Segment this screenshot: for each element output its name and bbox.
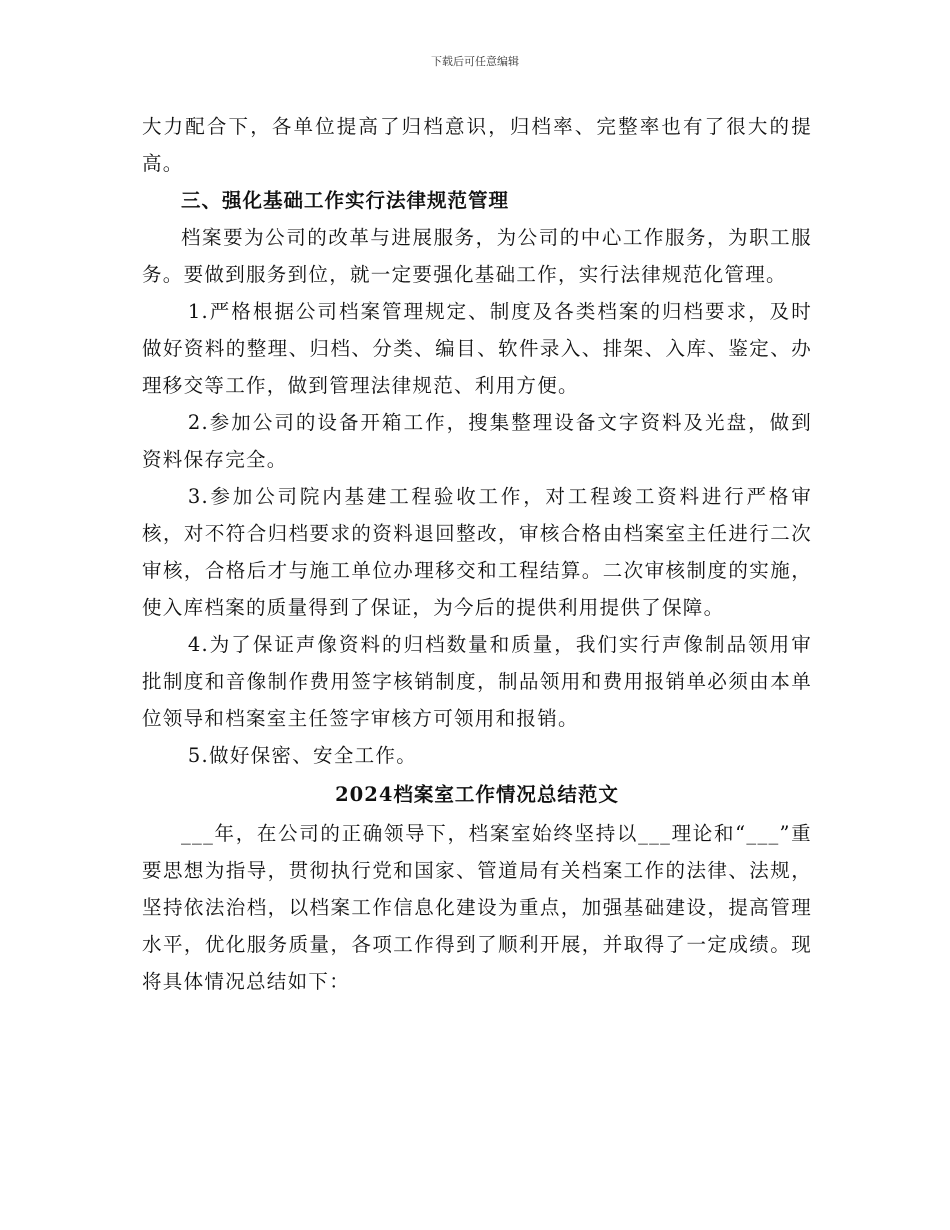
list-item-1: 1.严格根据公司档案管理规定、制度及各类档案的归档要求，及时做好资料的整理、归档、分类、编目、软件录入、排架、入库、鉴定、办理移交等工作，做到管理法律规范、利用方便。	[142, 300, 812, 397]
section-heading: 三、强化基础工作实行法律规范管理	[181, 189, 510, 212]
section-intro-paragraph: 档案要为公司的改革与进展服务，为公司的中心工作服务，为职工服务。要做到服务到位，就一定要强化基础工作，实行法律规范化管理。	[142, 226, 812, 286]
document-title: 2024档案室工作情况总结范文	[335, 783, 619, 806]
document-body	[142, 108, 812, 1000]
list-item-3: 3.参加公司院内基建工程验收工作，对工程竣工资料进行严格审核，对不符合归档要求的资料退回整改，审核合格由档案室主任进行二次审核，合格后才与施工单位办理移交和工程结算。二次审核制度的实施，使入库档案的质量得到了保证，为今后的提供利用提供了保障。	[142, 485, 812, 619]
list-item-4: 4.为了保证声像资料的归档数量和质量，我们实行声像制品领用审批制度和音像制作费用签字核销制度，制品领用和费用报销单必须由本单位领导和档案室主任签字审核方可领用和报销。	[142, 633, 812, 730]
intro-paragraph: ___年，在公司的正确领导下，档案室始终坚持以___理论和“___”重要思想为指导，贯彻执行党和国家、管道局有关档案工作的法律、法规，坚持依法治档，以档案工作信息化建设为重点，加强基础建设，提高管理水平，优化服务质量，各项工作得到了顺利开展，并取得了一定成绩。现将具体情况总结如下：	[142, 822, 812, 993]
paragraph-continuation: 大力配合下，各单位提高了归档意识，归档率、完整率也有了很大的提高。	[142, 115, 812, 175]
page-header: 下载后可任意编辑	[431, 55, 519, 68]
list-item-2: 2.参加公司的设备开箱工作，搜集整理设备文字资料及光盘，做到资料保存完全。	[142, 411, 812, 471]
list-item-5: 5.做好保密、安全工作。	[187, 744, 418, 767]
